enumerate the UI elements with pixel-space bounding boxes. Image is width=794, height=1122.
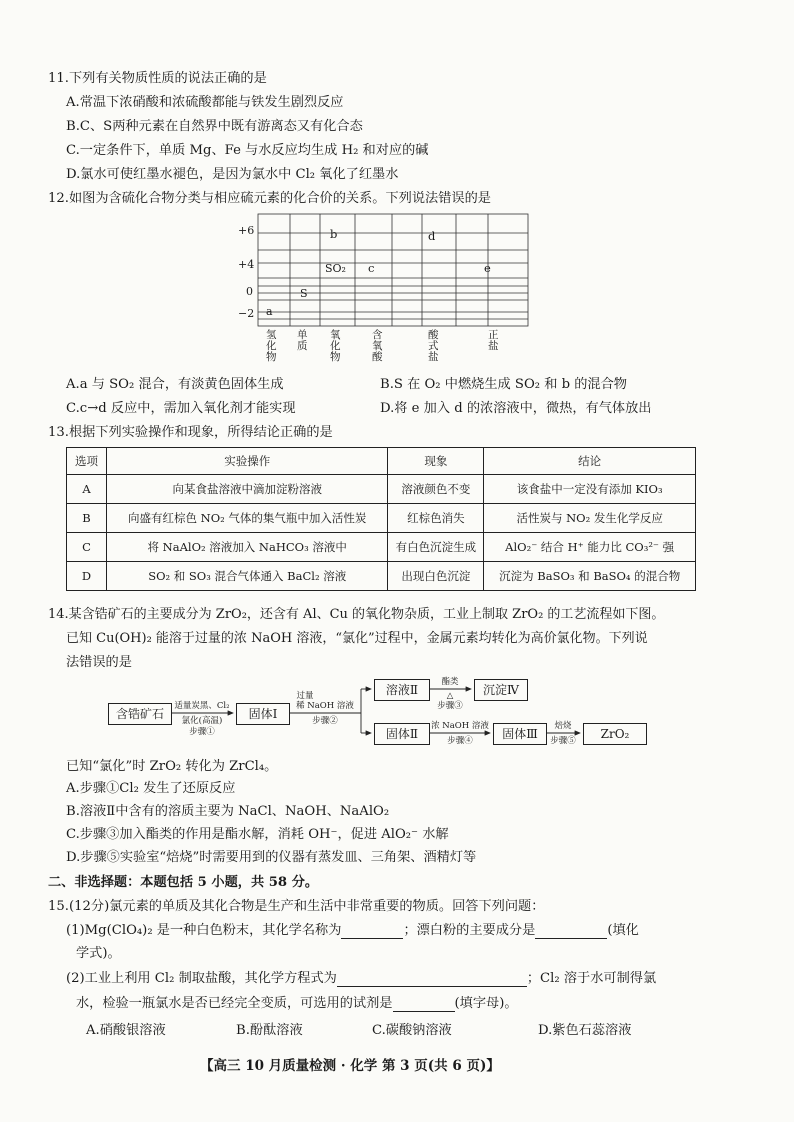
category-oxide: 氧化物 [330,329,341,363]
step5-label: 步骤⑤ [550,736,576,746]
q11-option-c: C.一定条件下，单质 Mg、Fe 与水反应均生成 H₂ 和对应的碱 [66,143,429,158]
q14-option-b: B.溶液Ⅱ中含有的溶质主要为 NaCl、NaOH、NaAlO₂ [66,804,390,819]
step2-reagent: 稀 NaOH 溶液 [296,701,354,711]
cell-phenomenon: 溶液颜色不变 [388,475,484,504]
q12-option-d: D.将 e 加入 d 的浓溶液中，微热，有气体放出 [380,401,652,416]
q15-option-d: D.紫色石蕊溶液 [538,1023,632,1038]
cell-operation: 将 NaAlO₂ 溶液加入 NaHCO₃ 溶液中 [106,533,388,562]
step2-label: 步骤② [312,716,338,726]
cell-conclusion: 该食盐中一定没有添加 KIO₃ [484,475,696,504]
node-solution-2: 溶液Ⅱ [374,679,430,701]
point-d: d [428,229,436,243]
q15-intro: 15.(12分)氯元素的单质及其化合物是生产和生活中非常重要的物质。回答下列问题： [48,899,545,914]
cell-option: B [67,504,107,533]
category-element: 单质 [297,329,308,352]
cell-operation: 向某食盐溶液中滴加淀粉溶液 [106,475,388,504]
answer-blank-name[interactable] [341,924,403,939]
q15-part2-cont [76,995,518,1012]
point-b: b [330,227,338,241]
point-e: e [484,261,491,275]
step3-heat-symbol: △ [446,691,454,701]
q14-stem-line1: 14.某含锆矿石的主要成分为 ZrO₂，还含有 Al、Cu 的氧化物杂质，工业上制取 ZrO₂ 的工艺流程如下图。 [48,607,665,622]
q15-part1-text-a: (1)Mg(ClO₄)₂ 是一种白色粉末，其化学名称为 [66,923,342,938]
cell-phenomenon: 出现白色沉淀 [388,562,484,591]
y-tick-plus4: +4 [238,258,255,271]
category-hydride: 氢化物 [266,329,277,363]
point-a: a [266,305,273,318]
answer-blank-reagent[interactable] [393,997,455,1012]
page-footer: 【高三 10 月质量检测 · 化学 第 3 页(共 6 页)】 [200,1058,500,1074]
cell-operation: SO₂ 和 SO₃ 混合气体通入 BaCl₂ 溶液 [106,562,388,591]
q15-part1-text-c: (填化 [607,923,639,938]
node-product-zro2: ZrO₂ [583,723,647,745]
q15-option-a: A.硝酸银溶液 [86,1023,166,1038]
header-phenomenon: 现象 [388,448,484,475]
cell-option: D [67,562,107,591]
step2-amount: 过量 [296,691,314,701]
node-precipitate-4: 沉淀Ⅳ [474,679,528,701]
q15-part2 [66,970,656,987]
category-normal-salt: 正盐 [488,329,499,352]
q14-option-d: D.步骤⑤实验室“焙烧”时需要用到的仪器有蒸发皿、三角架、酒精灯等 [66,850,477,865]
y-tick-minus2: −2 [238,307,255,320]
node-solid-3: 固体Ⅲ [493,723,547,745]
section-2-heading: 二、非选择题：本题包括 5 小题，共 58 分。 [48,875,319,890]
step1-reagent: 适量炭黑、Cl₂ [174,701,230,711]
step1-condition: 氯化(高温) [181,716,223,726]
q11-stem: 11.下列有关物质性质的说法正确的是 [48,71,267,86]
q15-part2-text-c: 水，检验一瓶氯水是否已经完全变质，可选用的试剂是 [76,996,393,1011]
point-c: c [368,261,375,275]
q11-option-a: A.常温下浓硝酸和浓硫酸都能与铁发生剧烈反应 [66,95,344,110]
q13-stem: 13.根据下列实验操作和现象，所得结论正确的是 [48,425,333,440]
answer-blank-equation[interactable] [337,972,527,987]
q11-option-b: B.C、S两种元素在自然界中既有游离态又有化合态 [66,119,363,134]
cell-option: C [67,533,107,562]
y-tick-plus6: +6 [238,224,255,237]
step3-label: 步骤③ [437,701,463,711]
point-s: S [300,287,308,300]
step5-operation: 焙烧 [554,721,572,731]
category-oxyacid: 含氧酸 [372,329,383,363]
q12-option-a: A.a 与 SO₂ 混合，有淡黄色固体生成 [66,377,284,392]
category-acid-salt: 酸式盐 [428,329,439,363]
q14-stem-line3: 法错误的是 [66,655,132,670]
cell-operation: 向盛有红棕色 NO₂ 气体的集气瓶中加入活性炭 [106,504,388,533]
q15-option-b: B.酚酞溶液 [236,1023,303,1038]
node-ore: 含锆矿石 [108,703,172,725]
cell-conclusion: 活性炭与 NO₂ 发生化学反应 [484,504,696,533]
cell-option: A [67,475,107,504]
step4-reagent: 浓 NaOH 溶液 [431,721,489,731]
cell-phenomenon: 红棕色消失 [388,504,484,533]
step4-label: 步骤④ [447,736,473,746]
node-solid-2: 固体Ⅱ [374,723,430,745]
q15-option-c: C.碳酸钠溶液 [372,1023,452,1038]
cell-conclusion: 沉淀为 BaSO₃ 和 BaSO₄ 的混合物 [484,562,696,591]
q15-part1-text-b: ；漂白粉的主要成分是 [403,923,536,938]
step1-label: 步骤① [189,727,215,737]
q15-part1 [66,922,639,939]
y-tick-zero: 0 [246,285,253,298]
header-conclusion: 结论 [484,448,696,475]
q15-part2-text-d: (填字母)。 [454,996,518,1011]
q15-part2-text-a: (2)工业上利用 Cl₂ 制取盐酸，其化学方程式为 [66,971,337,986]
q14-option-c: C.步骤③加入酯类的作用是酯水解，消耗 OH⁻，促进 AlO₂⁻ 水解 [66,827,449,842]
step3-reagent: 酯类 [441,677,459,687]
point-so2: SO₂ [325,262,346,275]
q14-stem-line2: 已知 Cu(OH)₂ 能溶于过量的浓 NaOH 溶液，“氯化”过程中，金属元素均转化为高价氯化物。下列说 [66,631,648,646]
node-solid-1: 固体Ⅰ [236,703,290,725]
q14-option-a: A.步骤①Cl₂ 发生了还原反应 [66,781,236,796]
q15-part2-text-b: ；Cl₂ 溶于水可制得氯 [526,971,657,986]
cell-phenomenon: 有白色沉淀生成 [388,533,484,562]
q12-stem: 12.如图为含硫化合物分类与相应硫元素的化合价的关系。下列说法错误的是 [48,191,491,206]
cell-conclusion: AlO₂⁻ 结合 H⁺ 能力比 CO₃²⁻ 强 [484,533,696,562]
q12-option-c: C.c→d 反应中，需加入氧化剂才能实现 [66,401,296,416]
q11-option-d: D.氯水可使红墨水褪色，是因为氯水中 Cl₂ 氧化了红墨水 [66,167,399,182]
q14-note: 已知“氯化”时 ZrO₂ 转化为 ZrCl₄。 [66,759,278,774]
q12-option-b: B.S 在 O₂ 中燃烧生成 SO₂ 和 b 的混合物 [380,377,627,392]
header-operation: 实验操作 [106,448,388,475]
header-option: 选项 [67,448,107,475]
answer-blank-bleach[interactable] [535,924,607,939]
q15-part1-cont: 学式)。 [76,946,121,961]
